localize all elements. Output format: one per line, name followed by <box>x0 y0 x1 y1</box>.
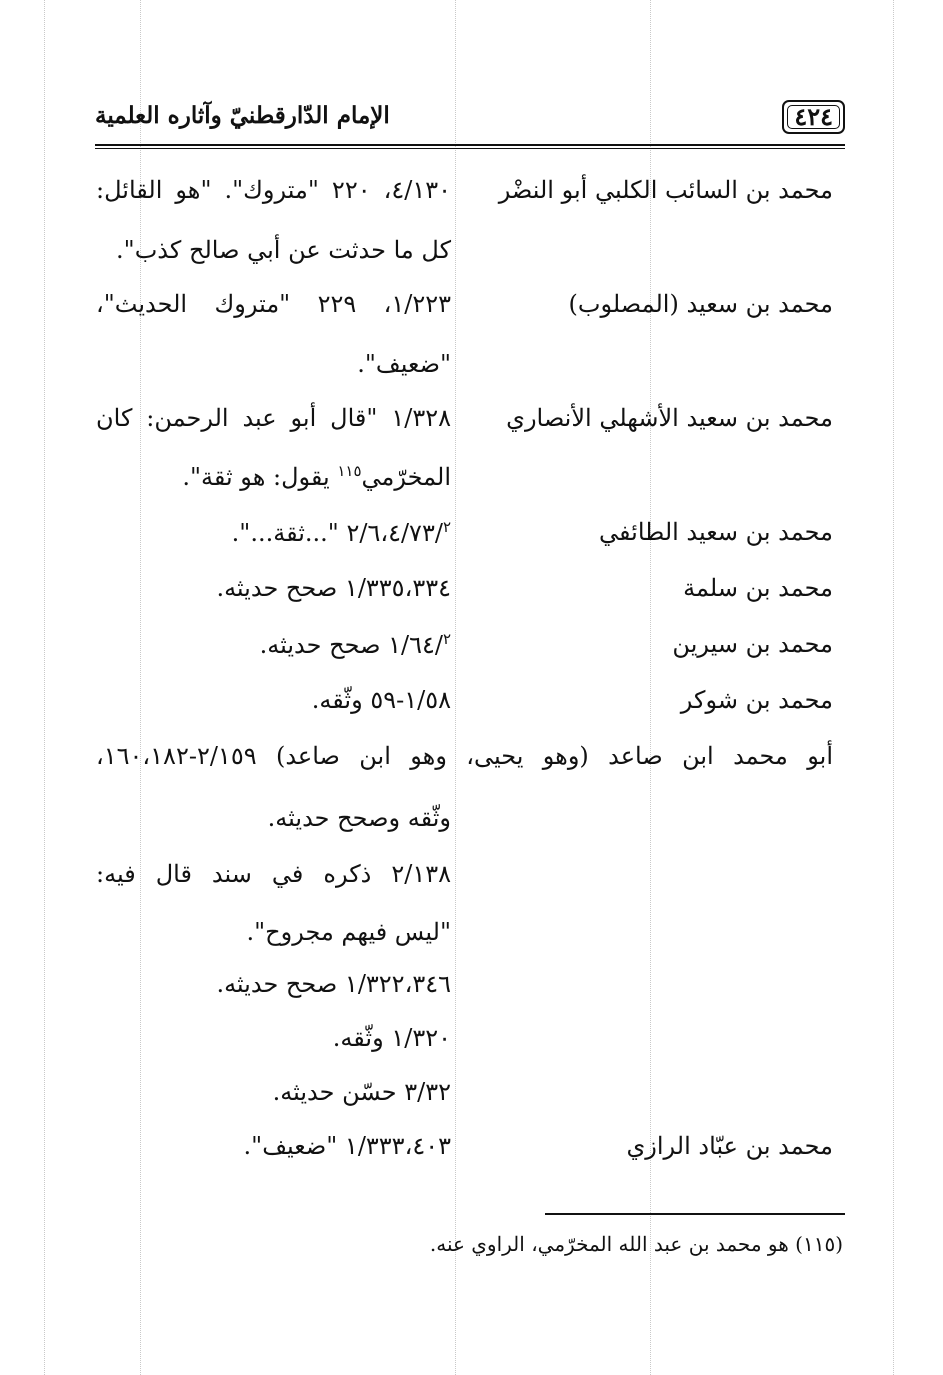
entry-detail <box>96 630 451 659</box>
entry-detail: ١/٥٨-٥٩ وثّقه. <box>311 686 451 714</box>
entry-detail-text: يقول: هو ثقة". <box>182 463 330 491</box>
header-rule <box>95 148 845 149</box>
entry-detail-text: صحح حديثه. <box>259 631 381 659</box>
entry-name: محمد بن شوكر <box>680 686 833 714</box>
entry-detail: ١/٣٢٨ "قال أبو عبد الرحمن: كان <box>96 404 451 432</box>
page-number: ٤٢٤ <box>782 100 845 134</box>
entry-detail: ٤/١٣٠، ٢٢٠ "متروك". "هو القائل: <box>96 176 452 204</box>
entry-detail-text: المخرّمي <box>361 463 451 491</box>
running-title: الإمام الدّارقطنيّ وآثاره العلمية <box>95 102 390 129</box>
scan-guide-line <box>893 0 894 1375</box>
entry-name: محمد بن سلمة <box>683 574 833 602</box>
entry-name: محمد بن سيرين <box>672 630 833 658</box>
entry-detail: كل ما حدثت عن أبي صالح كذب". <box>116 236 451 264</box>
entry-name: محمد بن سعيد (المصلوب) <box>568 290 833 318</box>
entry-detail <box>96 518 451 547</box>
entry-name: محمد بن عبّاد الرازي <box>626 1132 833 1160</box>
entry-detail: وثّقه وصحح حديثه. <box>267 804 451 832</box>
entry-detail: ١/٢٢٣، ٢٢٩ "متروك الحديث"، <box>96 290 452 318</box>
scan-guide-line <box>44 0 45 1375</box>
entry-detail: "ليس فيهم مجروح". <box>246 918 451 946</box>
entry-detail: ١/٣٣٥،٣٣٤ صحح حديثه. <box>216 574 451 602</box>
footnote-rule <box>545 1213 845 1215</box>
entry-detail: ١/٣٢٠ وثّقه. <box>332 1024 451 1052</box>
footnote-ref: ١١٥ <box>337 462 362 480</box>
entry-name: أبو محمد ابن صاعد (وهو يحيى، وهو ابن صاعد) ٢/١٥٩-١٦٠،١٨٢، <box>96 742 834 770</box>
entry-detail: ٣/٣٢ حسّن حديثه. <box>272 1078 451 1106</box>
entry-name: محمد بن سعيد الطائفي <box>599 518 833 546</box>
header-rule <box>95 144 845 146</box>
footnote: (١١٥) هو محمد بن عبد الله المخرّمي، الراوي عنه. <box>429 1232 843 1256</box>
entry-detail: ١/٣٢٢،٣٤٦ صحح حديثه. <box>216 970 451 998</box>
scan-guide-line <box>650 0 651 1375</box>
superscript-mark: ٢ <box>442 630 451 648</box>
entry-detail: ٢/١٣٨ ذكره في سند قال فيه: <box>96 860 451 888</box>
superscript-mark: ٢ <box>442 518 451 536</box>
page-header <box>95 100 845 142</box>
entry-detail <box>96 462 451 491</box>
entry-detail-text: "...ثقة...". <box>231 519 339 547</box>
entry-name: محمد بن السائب الكلبي أبو النضْر <box>498 176 833 204</box>
entry-detail-text: ١/٦٤/ <box>388 631 443 659</box>
entry-detail: "ضعيف". <box>357 350 451 378</box>
entry-name: محمد بن سعيد الأشهلي الأنصاري <box>506 404 833 432</box>
scan-guide-line <box>455 0 456 1375</box>
entry-detail-text: ٢/٦،٤/٧٣/ <box>346 519 443 547</box>
entry-detail: ١/٣٣٣،٤٠٣ "ضعيف". <box>243 1132 451 1160</box>
